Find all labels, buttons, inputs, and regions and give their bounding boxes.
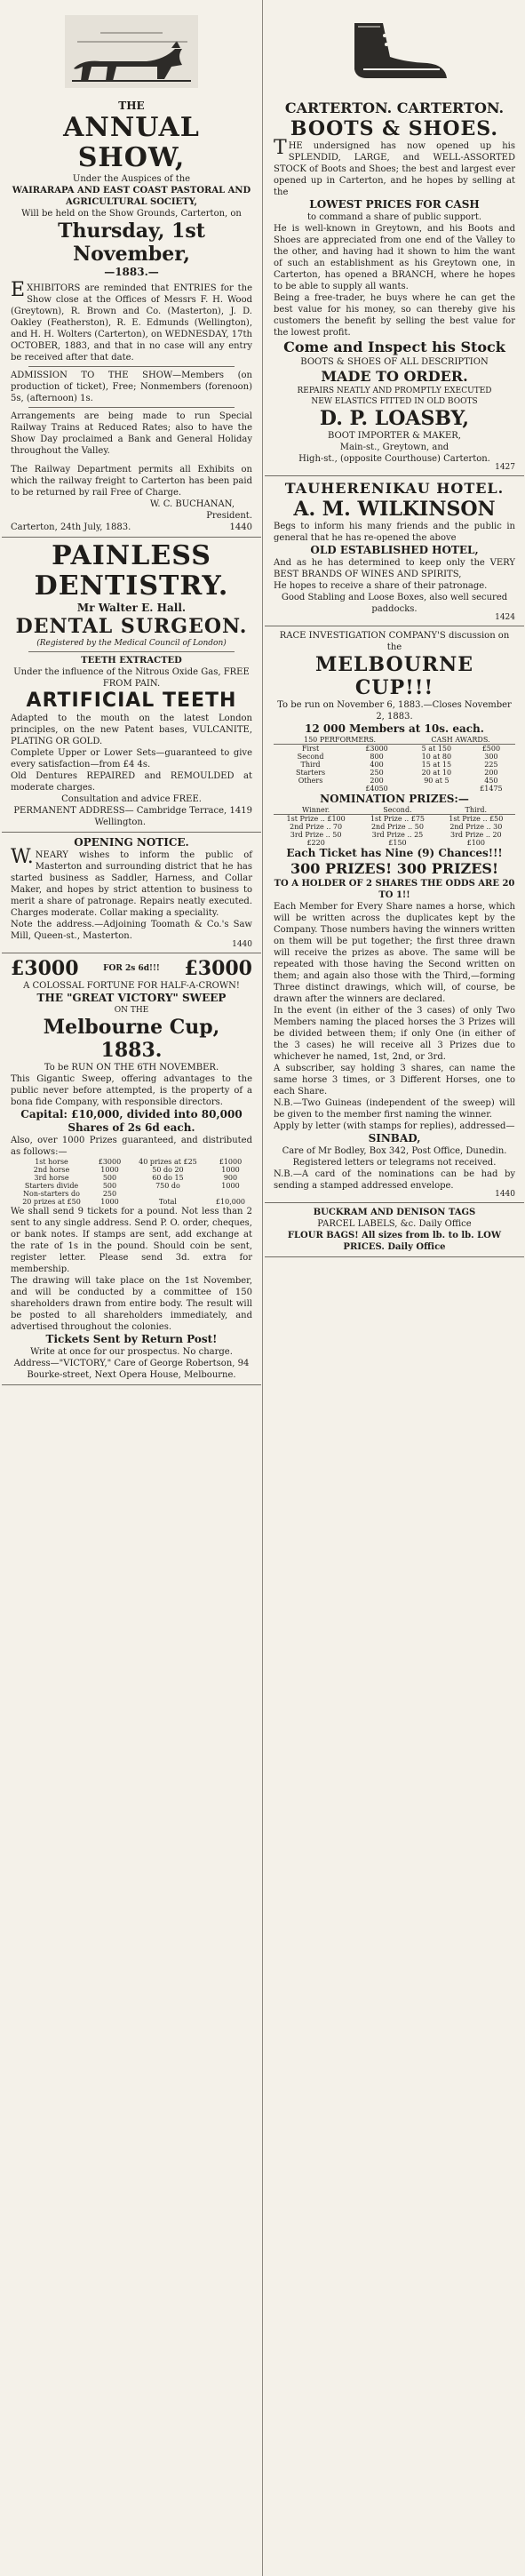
sweep-ad [2,953,261,1385]
sweep-prize-row: 20 prizes at £50 1000 Total £10,000 [22,1198,246,1206]
sweep-race: Melbourne Cup, 1883. [43,1016,220,1062]
race-performers-row: Others 200 90 at 5 450 [298,777,498,785]
teeth-extracted: TEETH EXTRACTED [81,656,182,666]
dentist-registration: (Registered by the Medical Council of London) [36,639,227,648]
column-divider [262,0,263,2576]
hotel-paragraph-3: He hopes to receive a share of their patronage. [274,581,488,591]
race-paragraph-1: Each Member for Every Share names a horse, which will be written across the duplicates kept by the Company. Those numbers having the winners written on them will be put together; the first three drawn will receive the prizes as above. The same will be repeated with those having the Second written on them; and again also those with the Third,—forming Three distinct drawings, which will, of course, be drawn after the winners are declared. [274,902,515,1004]
sweep-prize-row: Starters divide 500 750 do 1000 [24,1182,240,1190]
race-nomination-table [274,806,515,847]
show-under: Under the Auspices of the [72,174,191,184]
race-paragraph-6: N.B.—A card of the nominations can be had by sending a stamped addressed envelope. [274,1169,515,1191]
race-chances: Each Ticket has Nine (9) Chances!!! [286,847,503,859]
race-sinbad: SINBAD, [368,1132,421,1144]
dentist-ref: 1419 [229,806,252,816]
dentist-rule [28,651,235,652]
race-performers-row: Third 400 15 at 15 225 [300,761,498,769]
sweep-paragraph-1: This Gigantic Sweep, offering advantages to the public never before attempted, is the property of a bona fide Company, with responsible directors. [11,1074,252,1107]
race-paragraph-4: N.B.—Two Guineas (independent of the sweep) will be given to the member first naming the winner. [274,1098,515,1120]
race-performers-row: Starters 250 20 at 10 200 [295,769,498,777]
race-nominations: NOMINATION PRIZES:— [320,793,469,805]
sweep-prize-row: Non-starters do 250 [23,1190,117,1198]
hotel-ad [265,476,524,626]
race-title: MELBOURNE CUP!!! [314,653,474,699]
boots-come: Come and Inspect his Stock [283,339,505,355]
dentist-paragraph-3: Old Dentures REPAIRED and REMOULDED at moderate charges. [11,771,252,793]
left-column [2,0,261,1385]
hotel-name: A. M. WILKINSON [293,498,496,521]
cattle-illustration [11,11,252,92]
race-performers-table [274,736,515,793]
hotel-ref: 1424 [495,613,515,622]
race-run: To be run on November 6, 1883.—Closes November 2, 1883. [277,700,512,722]
boots-paragraph-1: THE undersigned has now opened up his SPLENDID, LARGE, and WELL-ASSORTED STOCK of Boots and Shoes; the best and largest ever opened up in Carterton, and he hopes by selling at the [274,137,515,197]
dentist-name: Mr Walter E. Hall. [76,602,187,614]
show-date: Thursday, 1st November, [58,219,205,266]
annual-show-ad [2,0,261,538]
sweep-prize-row: 3rd horse 500 60 do 15 900 [34,1174,238,1182]
show-dateline-row [11,522,252,533]
boots-paragraph-3: Being a free-trader, he buys where he can get the best value for his money, so can thereby give his customers the benefit by selling the best value for the lowest profit. [274,293,515,338]
race-performers-row: Second 800 10 at 80 300 [297,753,498,761]
hotel-old-established: OLD ESTABLISHED HOTEL, [310,544,479,556]
boots-all-description: BOOTS & SHOES OF ALL DESCRIPTION [300,357,489,367]
dentistry-ad [2,538,261,833]
boots-trade: BOOT IMPORTER & MAKER, [328,431,461,441]
hotel-title: TAUHERENIKAU HOTEL. [284,480,505,497]
sweep-capital: Capital: £10,000, divided into 80,000 Shares of 2s 6d each. [20,1108,243,1134]
boot-icon [337,14,452,89]
opening-paragraph-2: Note the address.—Adjoining Toomath & Co.'s Saw Mill, Queen-st., Masterton. [11,920,252,941]
boots-share: to command a share of public support. [306,212,482,222]
show-society: WAIRARAPA AND EAST COAST PASTORAL AND AGRICULTURAL SOCIETY, [12,186,251,207]
cattle-icon [65,15,198,88]
show-rule-2 [28,407,235,408]
boots-paragraph-2: He is well-known in Greytown, and his Boots and Shoes are appreciated from one end of the Valley to the other, and having had it shown to him the want of such an establishment as his Greytown one, in Carterton, has opened a BRANCH, where he hopes to be able to supply all wants. [274,224,515,291]
sweep-write: Write at once for our prospectus. No charge. [30,1347,233,1357]
show-role: President. [206,511,252,521]
hotel-paragraph-1: Begs to inform his many friends and the public in general that he has re-opened the above [274,522,515,543]
buckram-ad [265,1203,524,1257]
show-held: Will be held on the Show Grounds, Carterton, on [21,209,242,219]
boots-elastics: NEW ELASTICS FITTED IN OLD BOOTS [311,397,478,406]
sweep-intro: A COLOSSAL FORTUNE FOR HALF-A-CROWN! [23,981,240,991]
boots-made-to-order: MADE TO ORDER. [321,368,468,385]
dentist-address: PERMANENT ADDRESS— Cambridge Terrace, Wellington. [13,806,227,827]
dentistry-heading-1: PAINLESS [52,540,211,571]
race-prizes: 300 PRIZES! 300 PRIZES! [290,860,499,877]
opening-ref: 1440 [232,940,252,949]
sweep-paragraph-3: We shall send 9 tickets for a pound. Not less than 2 sent to any single address. Send P. O. order, cheques, or bank notes. If stamps are sent, add exchange at the rate of 1s in the pound. Should coin be sent, register letter. Please send 3d. extra for membership. [11,1207,252,1274]
race-nomination-row: 3rd Prize .. 50 3rd Prize .. 25 3rd Prize .. 20 [290,831,502,839]
race-ref: 1440 [495,1190,515,1199]
boots-lowest-prices: LOWEST PRICES FOR CASH [309,198,480,211]
race-performers-row: First £3000 5 at 150 £500 [301,745,501,753]
buckram-line-2: PARCEL LABELS, &c. Daily Office [317,1219,472,1229]
sweep-prizes-table [11,1158,252,1206]
buckram-line-1: BUCKRAM AND DENISON TAGS [313,1208,476,1217]
show-title: ANNUAL SHOW, [63,112,200,173]
sweep-banner-left: £3000 [11,957,79,980]
race-paragraph-2: In the event (in either of the 3 cases) of only Two Members naming the placed horses the 3 Prizes will be divided between them; if only One (in either of the 3 cases) he will receive all 3 Prizes due to whichever he named, 1st, 2nd, or 3rd. [274,1006,515,1062]
sweep-on: ON THE [114,1006,149,1015]
race-company: RACE INVESTIGATION COMPANY'S discussion on the [279,631,510,652]
boots-place: Main-st., Greytown, and [339,443,449,452]
boots-name: D. P. LOASBY, [319,407,470,430]
hotel-paragraph-2: And as he has determined to keep only the VERY BEST BRANDS OF WINES AND SPIRITS, [274,558,515,579]
sweep-banner [11,957,252,980]
dentist-paragraph-2: Complete Upper or Lower Sets—guaranteed to give every satisfaction—from £4 4s. [11,748,252,770]
sweep-banner-right: £3000 [184,957,252,980]
sweep-prize-row: 2nd horse 1000 50 do 20 1000 [33,1166,240,1174]
show-the: THE [118,100,145,112]
race-investigation-ad [265,626,524,1203]
sweep-banner-middle: FOR 2s 6d!!! [103,964,160,973]
hotel-stabling: Good Stabling and Loose Boxes, also well secured paddocks. [281,593,508,614]
race-odds: TO A HOLDER OF 2 SHARES THE ODDS ARE 20 TO 1!! [274,879,515,900]
race-members: 12 000 Members at 10s. each. [305,722,484,735]
race-nomination-header: Winner. Second. Third. [274,806,515,815]
sweep-address: Address—"VICTORY," Care of George Robertson, 94 Bourke-street, Next Opera House, Melbourne. [13,1359,250,1380]
sweep-run: To be RUN ON THE 6TH NOVEMBER. [44,1063,219,1073]
sweep-paragraph-4: The drawing will take place on the 1st November, and will be conducted by a committee of 150 shareholders drawn from entire body. The result will be posted to all shareholders immediately, and advertised throughout the colonies. [11,1276,252,1332]
show-ref: 1440 [229,522,252,532]
show-paragraph-2: Arrangements are being made to run Special Railway Trains at Reduced Rates; also to have the Show Day proclaimed a Bank and General Holiday throughout the Valley. [11,411,252,456]
dentist-consultation: Consultation and advice FREE. [61,794,202,804]
boots-ref: 1427 [495,463,515,472]
artificial-teeth: ARTIFICIAL TEETH [26,690,237,712]
buckram-line-3: FLOUR BAGS! All sizes from lb. to lb. LOW PRICES. Daily Office [287,1231,502,1252]
show-rule [28,366,235,367]
dentist-address-row [11,805,252,828]
dentist-title: DENTAL SURGEON. [15,615,248,638]
race-nomination-row: 2nd Prize .. 70 2nd Prize .. 50 2nd Prize .. 30 [290,823,503,831]
opening-title: OPENING NOTICE. [74,836,189,849]
sweep-tickets: Tickets Sent by Return Post! [45,1333,218,1345]
show-paragraph-1: EXHIBITORS are reminded that ENTRIES for the Show close at the Offices of Messrs F. H. Wood (Greytown), R. Brown and Co. (Masterton), J. D. Oakley (Featherston), R. E. Edmunds (Wellington), and H. H. Wolters (Carterton), on WEDNESDAY, 17th OCTOBER, 1883, and that in no case will any entry be received after that date. [11,279,252,363]
show-admission: ADMISSION TO THE SHOW—Members (on production of ticket), Free; Nonmembers (forenoon) 5s, (afternoon) 1s. [11,371,252,403]
show-signer: W. C. BUCHANAN, [149,499,235,509]
race-registered: Registered letters or telegrams not received. [292,1158,497,1168]
show-dateline: Carterton, 24th July, 1883. [11,522,131,532]
nitrous-influence: Under the influence of the Nitrous Oxide Gas, FREE FROM PAIN. [13,667,250,689]
race-performers-header: 150 PERFORMERS. CASH AWARDS. [274,736,515,745]
race-care: Care of Mr Bodley, Box 342, Post Office, Dunedin. [282,1146,507,1156]
sweep-paragraph-2: Also, over 1000 Prizes guaranteed, and distributed as follows:— [11,1136,252,1157]
show-year: —1883.— [104,266,159,278]
race-nomination-row: £220 £150 £100 [306,839,485,847]
sweep-prize-row: 1st horse £3000 40 prizes at £25 £1000 [35,1158,243,1166]
show-paragraph-3: The Railway Department permits all Exhibits on which the railway freight to Carterton has been paid to be returned by rail Free of Charge. [11,465,252,498]
right-column [265,0,524,1257]
race-nomination-row: 1st Prize .. £100 1st Prize .. £75 1st Prize .. £50 [286,815,504,823]
race-paragraph-3: A subscriber, say holding 3 shares, can name the same horse 3 times, or 3 Different Horses, one to each Share. [274,1064,515,1097]
boots-high-street: High-st., (opposite Courthouse) Carterton. [298,454,490,464]
boots-ad [265,0,524,476]
race-paragraph-5: Apply by letter (with stamps for replies), addressed— [274,1121,515,1131]
opening-paragraph-1: W.NEARY wishes to inform the public of Masterton and surrounding district that he has started business as Saddler, Harness, and Collar Maker, and hopes by strict attention to business to merit a share of patronage. Repairs neatly executed. Charges moderate. Collar making a speciality. [11,846,252,918]
sweep-title: THE "GREAT VICTORY" SWEEP [36,992,227,1004]
opening-notice-ad [2,833,261,953]
race-performers-row: £4050 £1475 [365,785,503,793]
dentist-paragraph-1: Adapted to the mouth on the latest London principles, on the new Patent bases, VULCANITE, PLATING OR GOLD. [11,714,252,746]
boots-town: CARTERTON. CARTERTON. [284,100,505,116]
boots-title: BOOTS & SHOES. [290,117,499,140]
boots-repairs: REPAIRS NEATLY AND PROMPTLY EXECUTED [297,387,492,395]
dentistry-heading-2: DENTISTRY. [34,570,229,602]
boot-illustration [274,11,515,92]
